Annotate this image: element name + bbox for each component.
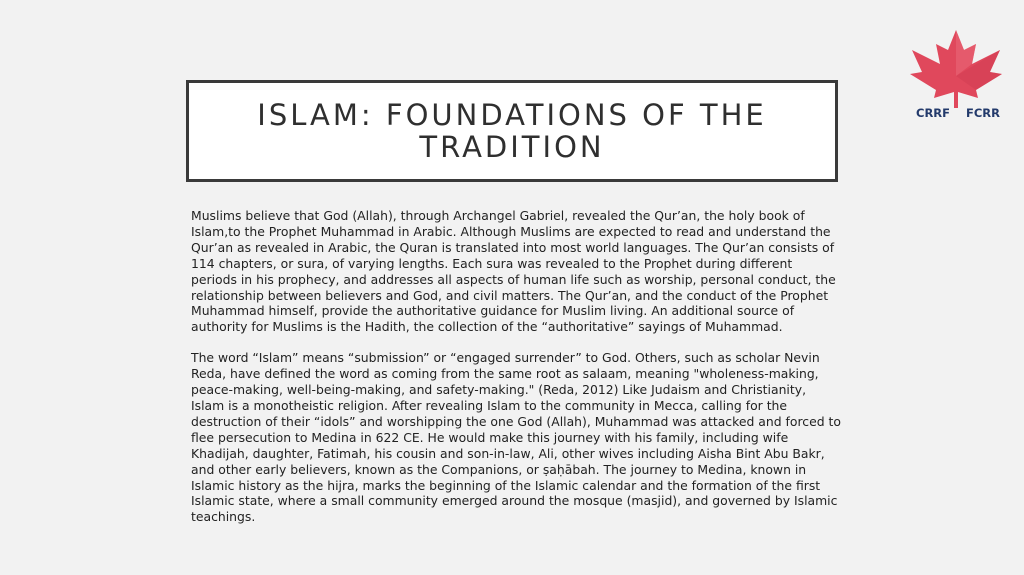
crrf-logo	[906, 28, 1006, 124]
slide-title: ISLAM: FOUNDATIONS OF THE TRADITION	[257, 98, 767, 164]
logo-label-crrf: CRRF	[916, 106, 951, 120]
body-text	[191, 208, 841, 540]
logo-label-fcrr: FCRR	[965, 106, 1000, 120]
paragraph-quran: Muslims believe that God (Allah), through Archangel Gabriel, revealed the Qur’an, the holy book of Islam,to the Prophet Muhammad in Arabic. Although Muslims are expected to read and understand the Qur’an as revealed in Arabic, the Quran is translated into most world languages. The Qur’an consists of 114 chapters, or sura, of varying lengths. Each sura was revealed to the Prophet during different periods in his prophecy, and addresses all aspects of human life such as worship, personal conduct, the relationship between believers and God, and civil matters. The Qur’an, and the conduct of the Prophet Muhammad himself, provide the authoritative guidance for Muslim living. An additional source of authority for Muslims is the Hadith, the collection of the “authoritative” sayings of Muhammad.	[191, 208, 836, 335]
maple-leaf-icon	[906, 28, 1006, 108]
paragraph-islam-meaning: The word “Islam” means “submission” or “engaged surrender” to God. Others, such as scholar Nevin Reda, have defined the word as coming from the same root as salaam, meaning "wholeness-making, peace-making, well-being-making, and safety-making." (Reda, 2012) Like Judaism and Christianity, Islam is a monotheistic religion. After revealing Islam to the community in Mecca, calling for the destruction of their “idols” and worshipping the one God (Allah), Muhammad was attacked and forced to flee persecution to Medina in 622 CE. He would make this journey with his family, including wife Khadijah, daughter, Fatimah, his cousin and son-in-law, Ali, other wives including Aisha Bint Abu Bakr, and other early believers, known as the Companions, or ṣaḥābah. The journey to Medina, known in Islamic history as the hijra, marks the beginning of the Islamic calendar and the formation of the first Islamic state, where a small community emerged around the mosque (masjid), and governed by Islamic teachings.	[191, 350, 841, 525]
title-box	[186, 80, 838, 182]
